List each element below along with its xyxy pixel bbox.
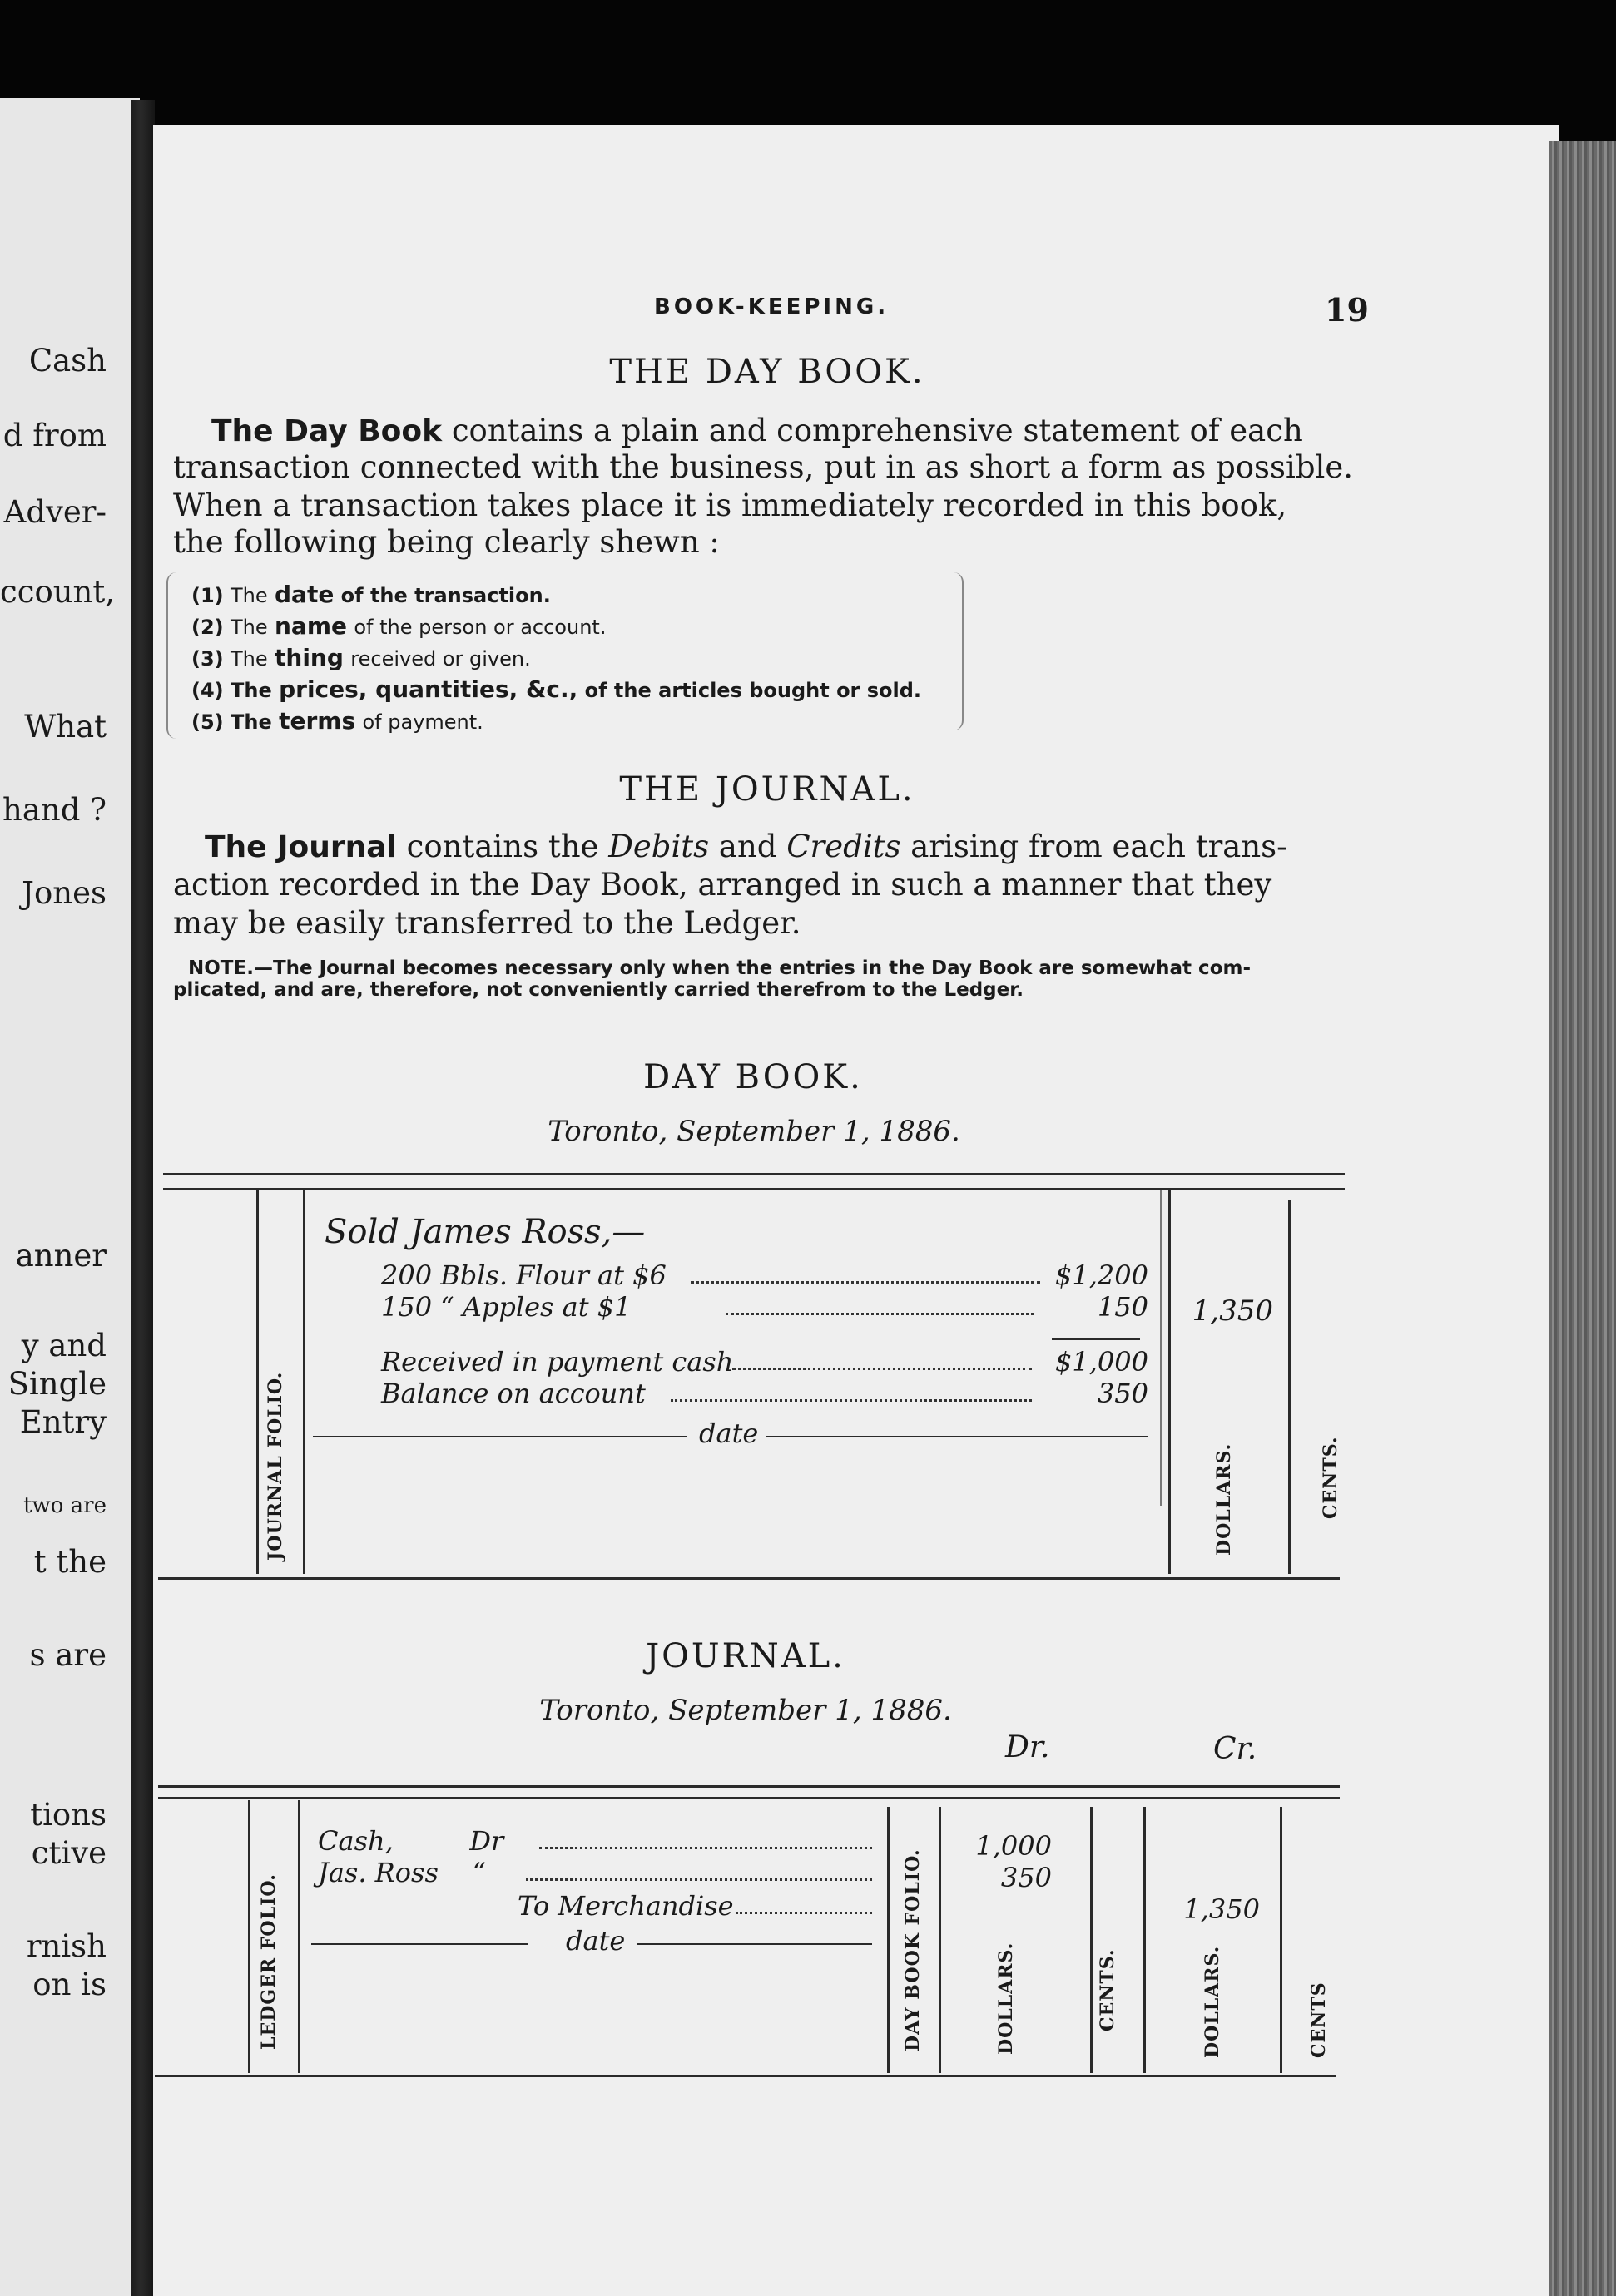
list-item: (3) The thing received or given. bbox=[191, 644, 531, 671]
entry-heading: Sold James Ross,— bbox=[325, 1213, 646, 1251]
left-fragment: What bbox=[24, 709, 107, 745]
note-line: plicated, and are, therefore, not conveniently carried therefrom to the Ledger. bbox=[173, 979, 1024, 1001]
leader-dots bbox=[691, 1281, 1040, 1284]
left-fragment: ctive bbox=[31, 1835, 107, 1871]
left-fragment: Cash bbox=[28, 343, 107, 379]
day-book-paragraph-line: transaction connected with the business, put in as short a form as possible. bbox=[173, 449, 1354, 485]
journal-example-date: Toronto, September 1, 1886. bbox=[539, 1694, 952, 1727]
subtotal-rule bbox=[1052, 1338, 1140, 1340]
entry-amount: 150 bbox=[1097, 1291, 1148, 1323]
leader-dots bbox=[726, 1313, 1034, 1315]
entry-line: Balance on account bbox=[381, 1378, 646, 1409]
left-fragment: y and bbox=[21, 1328, 107, 1363]
page-number: 19 bbox=[1325, 291, 1369, 329]
ledger-folio-label: LEDGER FOLIO. bbox=[258, 1873, 280, 2050]
leader-dots bbox=[539, 1847, 872, 1849]
journal-paragraph-line: The Journal contains the Debits and Credits arising from each trans- bbox=[205, 829, 1287, 864]
credits-term: Credits bbox=[786, 829, 901, 864]
journal-heading: THE JOURNAL. bbox=[619, 770, 915, 809]
journal-term: The Journal bbox=[205, 830, 397, 864]
column-rule bbox=[1168, 1190, 1171, 1574]
column-rule bbox=[1280, 1807, 1282, 2073]
paragraph-text: contains a plain and comprehensive statement of each bbox=[442, 413, 1303, 448]
leader-dots bbox=[736, 1912, 872, 1914]
journal-folio-label: JOURNAL FOLIO. bbox=[265, 1371, 286, 1561]
table-rule bbox=[158, 1785, 1340, 1788]
entry-amount: $1,200 bbox=[1055, 1259, 1148, 1291]
day-book-folio-label: DAY BOOK FOLIO. bbox=[902, 1848, 924, 2051]
list-item: (5) The terms of payment. bbox=[191, 707, 483, 735]
cents-label: CENTS bbox=[1308, 1982, 1330, 2058]
entry-line: Jas. Ross “ bbox=[318, 1857, 486, 1888]
table-rule bbox=[158, 1797, 1340, 1799]
book-spine bbox=[131, 100, 155, 2296]
entry-amount: 350 bbox=[1000, 1862, 1052, 1893]
column-rule bbox=[248, 1800, 250, 2073]
date-divider-rule bbox=[766, 1436, 1148, 1437]
entry-amount: $1,000 bbox=[1055, 1346, 1148, 1378]
left-fragment: on is bbox=[32, 1967, 107, 2002]
entry-line: Cash, Dr bbox=[318, 1825, 504, 1857]
left-fragment: rnish bbox=[26, 1928, 107, 1964]
left-fragment: anner bbox=[15, 1238, 107, 1274]
column-rule bbox=[256, 1190, 259, 1574]
day-book-heading: THE DAY BOOK. bbox=[609, 353, 925, 391]
left-fragment: ccount, bbox=[0, 574, 116, 610]
table-rule bbox=[163, 1188, 1345, 1190]
entry-line: 200 Bbls. Flour at $6 bbox=[381, 1259, 667, 1291]
table-rule bbox=[155, 2075, 1336, 2077]
column-rule bbox=[298, 1800, 300, 2073]
right-brace bbox=[940, 572, 964, 730]
entry-line: To Merchandise bbox=[518, 1890, 734, 1922]
day-book-paragraph-line: the following being clearly shewn : bbox=[173, 524, 720, 560]
left-fragment: two are bbox=[23, 1493, 107, 1518]
entry-total: 1,350 bbox=[1192, 1294, 1273, 1328]
journal-paragraph-line: action recorded in the Day Book, arranged in such a manner that they bbox=[173, 867, 1272, 903]
date-divider-rule bbox=[313, 1436, 687, 1437]
left-fragment: Jones bbox=[22, 875, 107, 911]
credit-column-label: Cr. bbox=[1213, 1732, 1257, 1766]
list-item: (2) The name of the person or account. bbox=[191, 612, 607, 640]
left-fragment: Single bbox=[7, 1366, 107, 1402]
left-fragment: Adver- bbox=[3, 494, 107, 530]
leader-dots bbox=[732, 1368, 1032, 1370]
journal-example-title: JOURNAL. bbox=[646, 1637, 845, 1675]
note-line: NOTE.—The Journal becomes necessary only when the entries in the Day Book are somewhat com- bbox=[188, 957, 1252, 979]
left-fragment: d from bbox=[2, 418, 107, 453]
date-divider-rule bbox=[311, 1943, 528, 1945]
date-divider-label: date bbox=[699, 1418, 759, 1449]
dollars-label: DOLLARS. bbox=[1202, 1945, 1223, 2058]
day-book-paragraph-line bbox=[211, 413, 1303, 450]
left-fragment: s are bbox=[29, 1637, 107, 1673]
entry-line: 150 “ Apples at $1 bbox=[381, 1291, 632, 1323]
entry-amount: 1,000 bbox=[975, 1830, 1052, 1862]
column-rule bbox=[303, 1190, 305, 1574]
page-edge bbox=[1549, 141, 1616, 2296]
date-divider-rule bbox=[637, 1943, 872, 1945]
column-rule bbox=[1143, 1807, 1146, 2073]
debits-term: Debits bbox=[608, 829, 710, 864]
entry-amount: 350 bbox=[1097, 1378, 1148, 1409]
column-rule bbox=[1288, 1200, 1291, 1574]
left-fragment: Entry bbox=[19, 1404, 107, 1440]
leader-dots bbox=[526, 1878, 872, 1881]
list-item: (4) The prices, quantities, &c., of the articles bought or sold. bbox=[191, 675, 922, 703]
day-book-example-title: DAY BOOK. bbox=[643, 1058, 863, 1096]
leader-dots bbox=[671, 1399, 1032, 1402]
day-book-term: The Day Book bbox=[211, 414, 443, 448]
left-fragment: t the bbox=[33, 1544, 107, 1580]
debit-column-label: Dr. bbox=[1005, 1730, 1050, 1764]
column-rule bbox=[939, 1807, 941, 2073]
column-rule bbox=[1160, 1190, 1162, 1506]
cents-label: CENTS. bbox=[1320, 1436, 1341, 1519]
table-rule bbox=[158, 1577, 1340, 1580]
entry-amount: 1,350 bbox=[1183, 1893, 1260, 1925]
dollars-label: DOLLARS. bbox=[995, 1942, 1017, 2055]
column-rule bbox=[887, 1807, 890, 2073]
left-fragment: hand ? bbox=[2, 792, 107, 828]
list-item: (1) The date of the transaction. bbox=[191, 581, 551, 608]
entry-line: Received in payment cash bbox=[381, 1346, 734, 1378]
left-fragment: tions bbox=[30, 1797, 107, 1833]
left-brace bbox=[166, 572, 188, 739]
journal-paragraph-line: may be easily transferred to the Ledger. bbox=[173, 905, 801, 941]
running-title: BOOK-KEEPING. bbox=[654, 294, 890, 319]
table-rule bbox=[163, 1173, 1345, 1175]
cents-label: CENTS. bbox=[1097, 1948, 1118, 2031]
column-rule bbox=[1090, 1807, 1093, 2073]
day-book-paragraph-line: When a transaction takes place it is immediately recorded in this book, bbox=[173, 487, 1287, 523]
date-divider-label: date bbox=[566, 1925, 626, 1957]
day-book-example-date: Toronto, September 1, 1886. bbox=[548, 1115, 960, 1148]
dollars-label: DOLLARS. bbox=[1213, 1442, 1235, 1556]
